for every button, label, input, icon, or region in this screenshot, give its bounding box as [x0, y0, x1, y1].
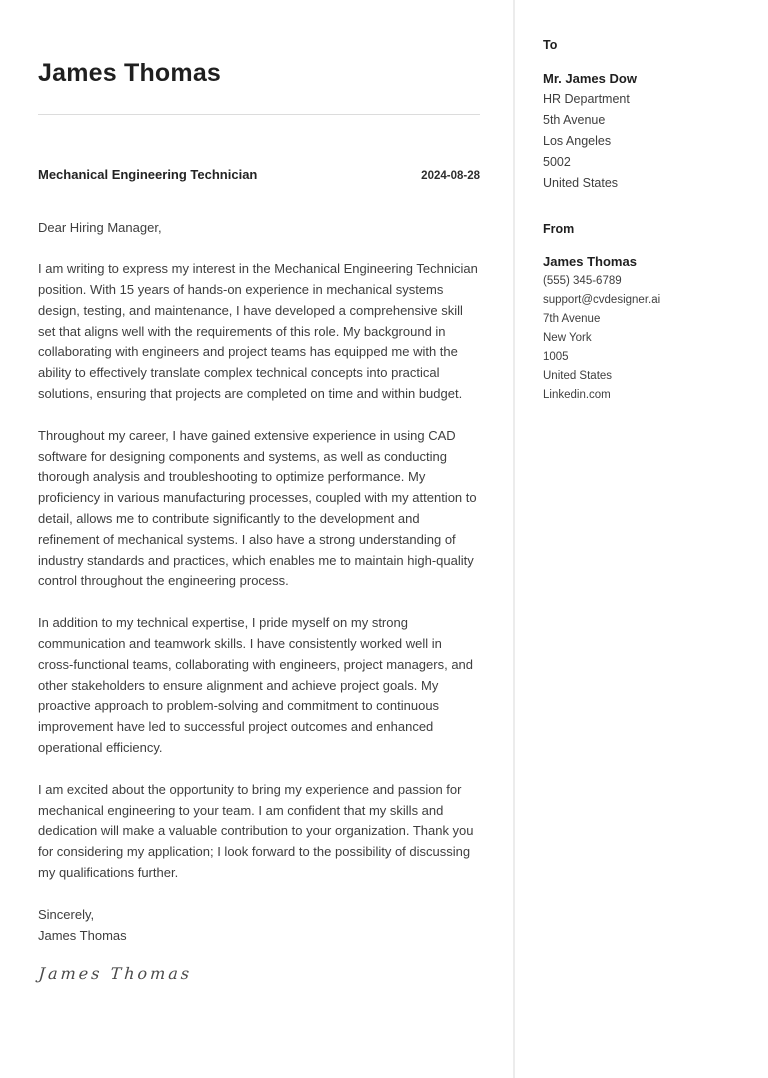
header-divider: [38, 114, 480, 115]
to-heading: To: [543, 38, 558, 52]
from-heading: From: [543, 222, 575, 236]
sender-line-email: support@cvdesigner.ai: [543, 294, 661, 306]
paragraph-1: I am writing to express my interest in the Mechanical Engineering Technician position. With 15 years of hands-on experience in mechanical systems design, testing, and maintenance, I have developed a comprehensive skill set that aligns well with the requirements of this role. My background in collaborating with engineers and project teams has equipped me with the ability to effectively translate complex technical concepts into practical solutions, ensuring that projects are completed on time and within budget.: [38, 261, 478, 402]
handwritten-signature: James Thomas: [38, 964, 193, 984]
sender-line-city: New York: [543, 332, 592, 344]
paragraph-4: I am excited about the opportunity to bring my experience and passion for mechanical engineering to your team. I am confident that my skills and dedication will make a valuable contribution to your organization. Thank you for considering my application; I look forward to the possibility of discussing my qualifications further.: [38, 781, 474, 881]
page-title: James Thomas: [38, 59, 222, 87]
sender-line-linkedin: Linkedin.com: [543, 389, 611, 401]
salutation: Dear Hiring Manager,: [38, 219, 162, 235]
sender-line-country: United States: [543, 370, 613, 382]
sender-line-phone: (555) 345-6789: [543, 275, 622, 287]
recipient-line-zip: 5002: [543, 155, 571, 169]
job-title-row: [38, 167, 480, 182]
recipient-name: Mr. James Dow: [543, 71, 637, 86]
paragraph-3: In addition to my technical expertise, I pride myself on my strong communication and teamwork skills. I have consistently worked well in cross-functional teams, collaborating with engineers, project managers, and other stakeholders to ensure alignment and achieve project goals. My proactive approach to problem-solving and commitment to continuous improvement have led to successful project outcomes and enhanced operational efficiency.: [38, 615, 474, 756]
letter-date: 2024-08-28: [421, 169, 480, 182]
recipient-block: [543, 38, 748, 194]
sender-block: [543, 222, 748, 405]
closing-word: Sincerely,: [38, 906, 95, 922]
sender-line-zip: 1005: [543, 351, 569, 363]
recipient-line-street: 5th Avenue: [543, 113, 606, 127]
job-title: Mechanical Engineering Technician: [38, 166, 258, 182]
contact-sidebar: [513, 0, 768, 1078]
closing-name: James Thomas: [38, 927, 127, 943]
paragraph-2: Throughout my career, I have gained extensive experience in using CAD software for designing components and systems, as well as conducting thorough analysis and troubleshooting to optimize performance. My proficiency in various manufacturing processes, coupled with my attention to detail, allows me to contribute significantly to the development and refinement of mechanical systems. I also have a strong understanding of industry standards and practices, which enables me to maintain high-quality control throughout the engineering process.: [38, 427, 477, 589]
recipient-line-department: HR Department: [543, 92, 630, 106]
recipient-line-city: Los Angeles: [543, 134, 612, 148]
recipient-line-country: United States: [543, 176, 619, 190]
sender-name: James Thomas: [543, 254, 637, 269]
letter-body: [38, 218, 480, 984]
closing-block: [38, 905, 480, 947]
sender-line-street: 7th Avenue: [543, 313, 601, 325]
